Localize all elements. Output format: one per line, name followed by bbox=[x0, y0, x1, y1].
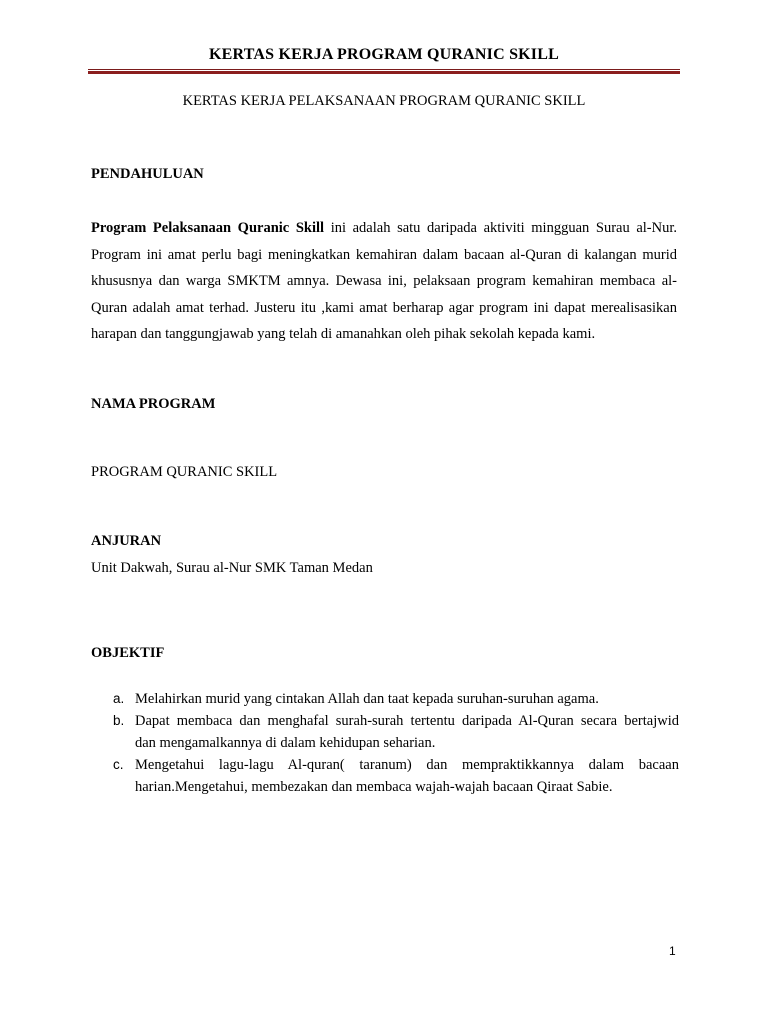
header-rule-thin bbox=[88, 69, 680, 70]
pendahuluan-body: ini adalah satu daripada aktiviti mingguan Surau al-Nur. Program ini amat perlu bagi meningkatkan kemahiran dalam bacaan al-Quran di kalangan murid khususnya dan warga SMKTM amnya. Dewasa ini, pelaksaan program kemahiran membaca al-Quran adalah amat terhad. Justeru itu ,kami amat berharap agar program ini dapat merealisasikan harapan dan tanggungjawab yang telah di amanahkan oleh pihak sekolah kepada kami. bbox=[91, 220, 677, 342]
objective-marker: b. bbox=[113, 713, 125, 728]
nama-program-value: PROGRAM QURANIC SKILL bbox=[91, 464, 278, 480]
objective-marker: c. bbox=[113, 757, 124, 772]
header-rule-thick bbox=[88, 71, 680, 74]
objective-text: Mengetahui lagu-lagu Al-quran( taranum) dan mempraktikkannya dalam bacaan harian.Mengetahui, membezakan dan membaca wajah-wajah bacaan Qiraat Sabie. bbox=[135, 757, 679, 795]
pendahuluan-paragraph bbox=[91, 215, 677, 348]
objective-item bbox=[91, 710, 694, 754]
heading-nama-program: NAMA PROGRAM bbox=[91, 396, 216, 412]
page-number: 1 bbox=[669, 944, 676, 958]
objective-marker: a. bbox=[113, 691, 125, 706]
document-title: KERTAS KERJA PELAKSANAAN PROGRAM QURANIC SKILL bbox=[182, 93, 586, 109]
objective-item bbox=[91, 754, 679, 798]
objective-list bbox=[91, 688, 694, 798]
heading-objektif: OBJEKTIF bbox=[91, 645, 165, 661]
heading-anjuran: ANJURAN bbox=[91, 533, 162, 549]
objective-item bbox=[91, 688, 679, 710]
objective-text: Dapat membaca dan menghafal surah-surah tertentu daripada Al-Quran secara bertajwid dan mengamalkannya di dalam kehidupan seharian. bbox=[135, 713, 694, 751]
pendahuluan-lead: Program Pelaksanaan Quranic Skill bbox=[91, 220, 325, 236]
heading-pendahuluan: PENDAHULUAN bbox=[91, 166, 204, 182]
objective-text: Melahirkan murid yang cintakan Allah dan taat kepada suruhan-suruhan agama. bbox=[135, 691, 599, 707]
running-header: KERTAS KERJA PROGRAM QURANIC SKILL bbox=[209, 46, 559, 63]
anjuran-value: Unit Dakwah, Surau al-Nur SMK Taman Medan bbox=[91, 560, 373, 576]
